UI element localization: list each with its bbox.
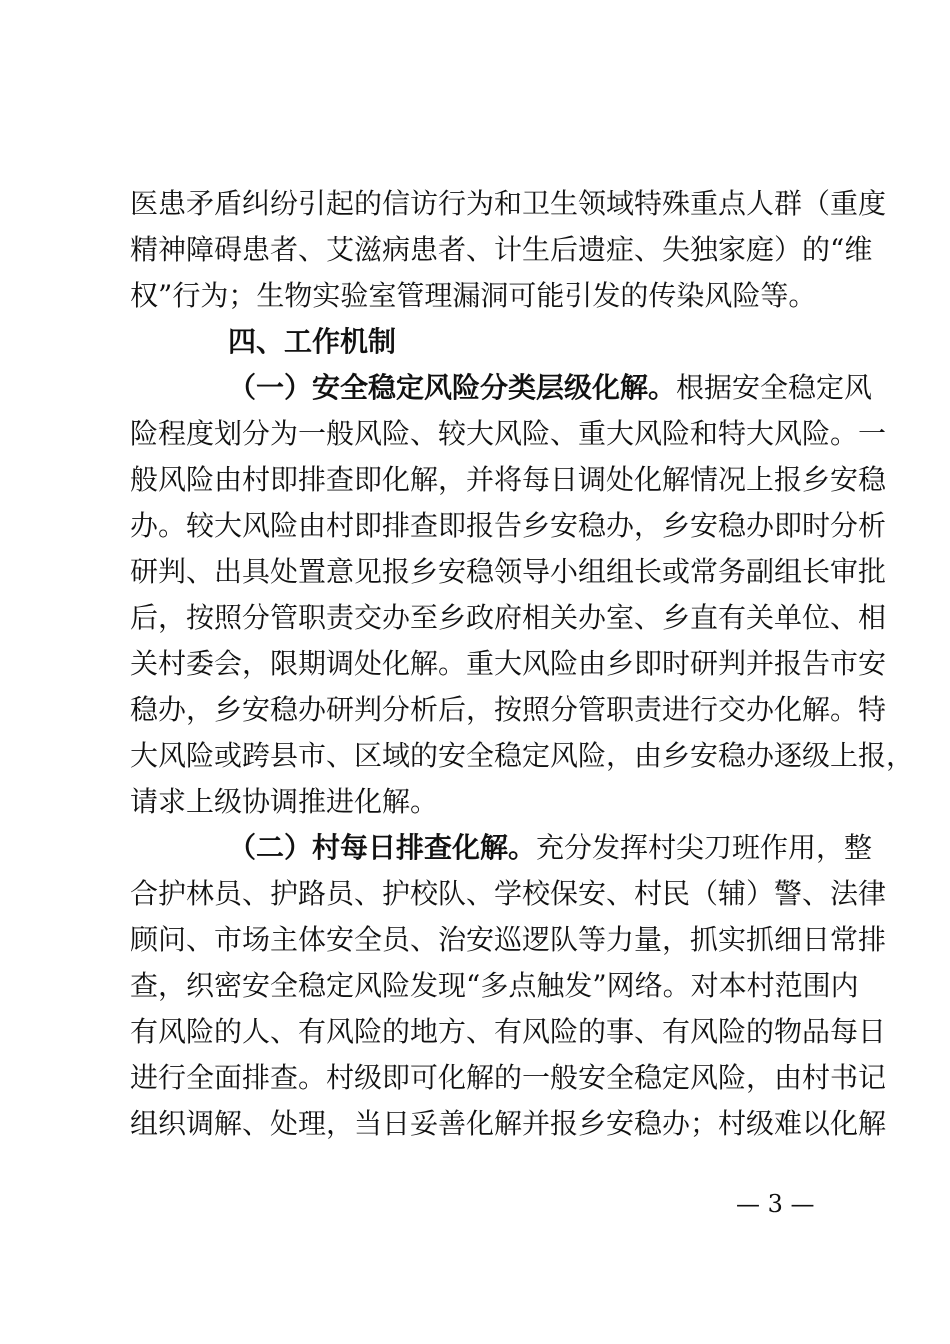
text-line: 研判、出具处置意见报乡安稳领导小组组长或常务副组长审批 (130, 555, 887, 588)
text-line: 后，按照分管职责交办至乡政府相关办室、乡直有关单位、相 (130, 601, 887, 634)
text-line: 组织调解、处理，当日妥善化解并报乡安稳办；村级难以化解 (130, 1107, 887, 1140)
text-line: 办。较大风险由村即排查即报告乡安稳办，乡安稳办即时分析 (130, 509, 887, 542)
text-line: 进行全面排查。村级即可化解的一般安全稳定风险，由村书记 (130, 1061, 887, 1094)
text-line: 权”行为；生物实验室管理漏洞可能引发的传染风险等。 (130, 279, 817, 312)
paragraph-first-line (228, 368, 873, 408)
section-heading: 四、工作机制 (228, 325, 397, 358)
text-line: 般风险由村即排查即化解，并将每日调处化解情况上报乡安稳 (130, 463, 887, 496)
subheading: （一）安全稳定风险分类层级化解。 (228, 371, 677, 404)
paragraph-first-line (228, 828, 873, 868)
page-number: — 3 — (736, 1190, 815, 1218)
text-line: 险程度划分为一般风险、较大风险、重大风险和特大风险。一 (130, 417, 887, 450)
text-line: 请求上级协调推进化解。 (130, 785, 439, 818)
text-line: 医患矛盾纠纷引起的信访行为和卫生领域特殊重点人群（重度 (130, 187, 887, 220)
text-line: 顾问、市场主体安全员、治安巡逻队等力量，抓实抓细日常排 (130, 923, 887, 956)
subheading: （二）村每日排查化解。 (228, 831, 537, 864)
text-line: 合护林员、护路员、护校队、学校保安、村民（辅）警、法律 (130, 877, 887, 910)
text-span: 根据安全稳定风 (676, 371, 873, 404)
text-line: 查，织密安全稳定风险发现“多点触发”网络。对本村范围内 (130, 969, 859, 1002)
text-line: 大风险或跨县市、区域的安全稳定风险，由乡安稳办逐级上报， (130, 739, 915, 772)
text-line: 关村委会，限期调处化解。重大风险由乡即时研判并报告市安 (130, 647, 887, 680)
text-line: 有风险的人、有风险的地方、有风险的事、有风险的物品每日 (130, 1015, 887, 1048)
text-span: 充分发挥村尖刀班作用，整 (536, 831, 873, 864)
text-line: 精神障碍患者、艾滋病患者、计生后遗症、失独家庭）的“维 (130, 233, 873, 266)
text-line: 稳办，乡安稳办研判分析后，按照分管职责进行交办化解。特 (130, 693, 887, 726)
